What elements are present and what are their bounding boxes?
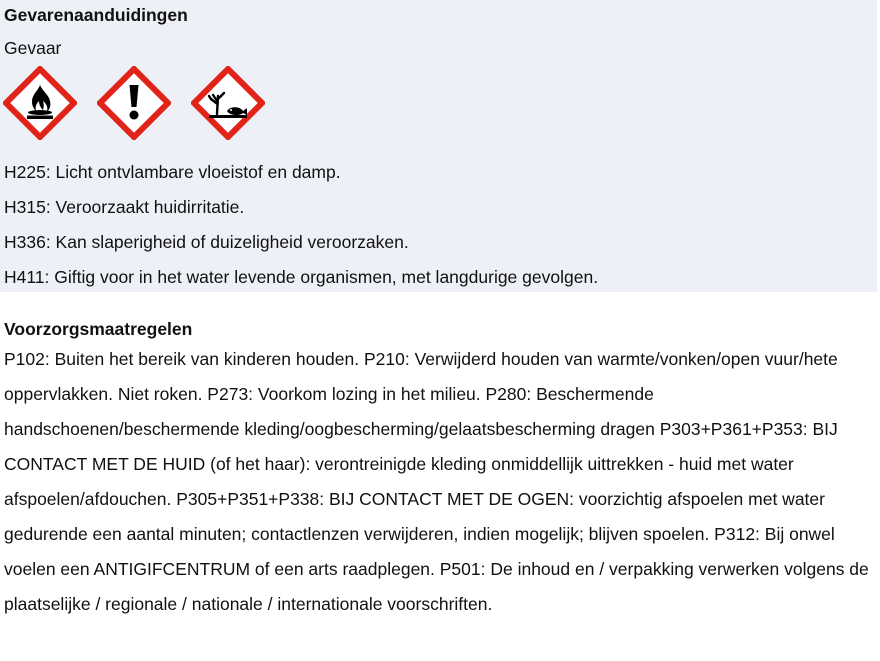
hazards-heading: Gevarenaanduidingen <box>4 5 188 25</box>
precaution-statements: P102: Buiten het bereik van kinderen houden. P210: Verwijderd houden van warmte/vonken/open vuur/hete oppervlakken. Niet roken. P273: Voorkom lozing in het milieu. P280: Beschermende handschoenen/beschermende kleding/oogbescherming/gelaatsbescherming dragen P303+P361+P353: BIJ CONTACT MET DE HUID (of het haar): verontreinigde kleding onmiddellijk uittrekken - huid met water afspoelen/afdouchen. P305+P351+P338: BIJ CONTACT MET DE OGEN: voorzichtig afspoelen met water gedurende een aantal minuten; contactlenzen verwijderen, indien mogelijk; blijven spoelen. P312: Bij onwel voelen een ANTIGIFCENTRUM of een arts raadplegen. P501: De inhoud en / verpakking verwerken volgens de plaatselijke / regionale / nationale / internationale voorschriften. <box>4 349 869 614</box>
flame-pictogram-icon <box>3 66 77 140</box>
pictogram-row <box>3 66 265 140</box>
exclamation-mark-pictogram-icon <box>97 66 171 140</box>
precautions-heading: Voorzorgsmaatregelen <box>4 319 193 339</box>
environment-pictogram-icon <box>191 66 265 140</box>
hazard-statement: H336: Kan slaperigheid of duizeligheid veroorzaken. <box>4 232 409 252</box>
hazard-statements <box>4 155 598 295</box>
signal-word: Gevaar <box>4 38 62 58</box>
hazard-statement: H225: Licht ontvlambare vloeistof en damp. <box>4 162 341 182</box>
hazard-section <box>0 0 877 292</box>
hazard-statement: H411: Giftig voor in het water levende organismen, met langdurige gevolgen. <box>4 267 599 287</box>
hazard-statement: H315: Veroorzaakt huidirritatie. <box>4 197 245 217</box>
